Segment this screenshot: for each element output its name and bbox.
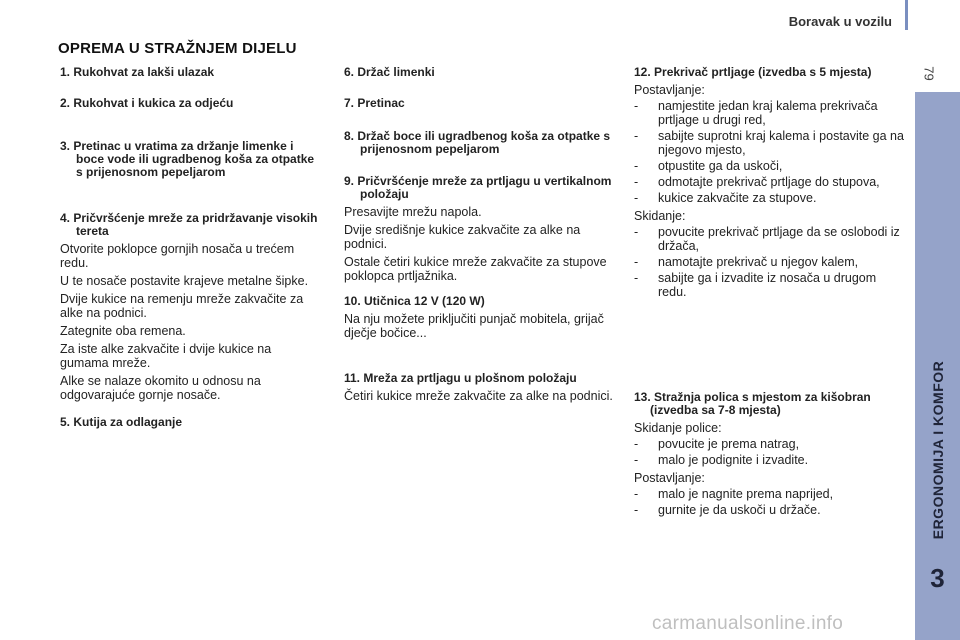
item-1-title: 1. Rukohvat za lakši ulazak	[60, 65, 215, 79]
item-13-install-heading: Postavljanje:	[634, 471, 705, 485]
watermark: carmanualsonline.info	[652, 613, 844, 634]
list-item: - otpustite ga da uskoči,	[634, 159, 783, 173]
item-11	[344, 372, 620, 403]
item-12-install-heading: Postavljanje:	[634, 83, 705, 97]
item-1	[60, 66, 322, 79]
item-4-paragraph: Otvorite poklopce gornjih nosača u trećem redu.	[60, 242, 295, 270]
item-12-title: 12. Prekrivač prtljage (izvedba s 5 mjesta)	[634, 65, 872, 79]
running-header: Boravak u vozilu	[788, 14, 892, 29]
item-12-install-list	[634, 99, 904, 205]
list-item: - sabijte ga i izvadite iz nosača u drugom redu.	[634, 271, 877, 299]
list-item: - gurnite je da uskoči u držače.	[634, 503, 821, 517]
item-11-title: 11. Mreža za prtljagu u plošnom položaju	[344, 371, 577, 385]
item-7	[344, 97, 620, 110]
list-item: - malo je podignite i izvadite.	[634, 453, 809, 467]
item-3-title: 3. Pretinac u vratima za držanje limenke i boce vode ili ugradbenog koša za otpatke s prijenosnom pepeljarom	[60, 139, 315, 179]
item-4-paragraph: Zategnite oba remena.	[60, 324, 186, 338]
item-13	[634, 391, 904, 517]
item-8-title: 8. Držač boce ili ugradbenog koša za otpatke s prijenosnom pepeljarom	[344, 129, 611, 156]
header-rule	[905, 0, 908, 30]
item-9-paragraph: Ostale četiri kukice mreže zakvačite za stupove poklopca prtljažnika.	[344, 255, 607, 283]
list-item: - namjestite jedan kraj kalema prekrivača prtljage u drugi red,	[634, 99, 878, 127]
list-item: - odmotajte prekrivač prtljage do stupova,	[634, 175, 880, 189]
item-4	[60, 212, 322, 402]
item-12	[634, 66, 904, 299]
list-item: - povucite je prema natrag,	[634, 437, 800, 451]
item-13-install-list	[634, 487, 904, 517]
item-12-remove-list	[634, 225, 904, 299]
item-5	[60, 416, 322, 429]
list-item: - malo je nagnite prema naprijed,	[634, 487, 834, 501]
item-13-remove-list	[634, 437, 904, 467]
item-10	[344, 295, 620, 340]
page-number: 79	[921, 66, 937, 81]
section-title: OPREMA U STRAŽNJEM DIJELU	[58, 40, 297, 57]
chapter-label: ERGONOMIJA I KOMFOR	[930, 360, 946, 540]
item-9	[344, 175, 620, 283]
chapter-number-box	[915, 552, 960, 604]
item-7-title: 7. Pretinac	[344, 96, 405, 110]
item-4-paragraph: Dvije kukice na remenju mreže zakvačite za alke na podnici.	[60, 292, 304, 320]
item-13-remove-heading: Skidanje police:	[634, 421, 722, 435]
list-item: - namotajte prekrivač u njegov kalem,	[634, 255, 859, 269]
item-5-title: 5. Kutija za odlaganje	[60, 415, 183, 429]
item-9-paragraph: Dvije središnje kukice zakvačite za alke na podnici.	[344, 223, 581, 251]
list-item: - sabijte suprotni kraj kalema i postavite ga na njegovo mjesto,	[634, 129, 904, 157]
item-6-title: 6. Držač limenki	[344, 65, 435, 79]
item-10-title: 10. Utičnica 12 V (120 W)	[344, 294, 485, 308]
item-2	[60, 97, 322, 110]
item-4-paragraph: U te nosače postavite krajeve metalne šipke.	[60, 274, 309, 288]
chapter-number: 3	[930, 562, 945, 593]
item-8	[344, 130, 620, 156]
item-9-paragraph: Presavijte mrežu napola.	[344, 205, 482, 219]
item-10-paragraph: Na nju možete priključiti punjač mobitela, grijač dječje bočice...	[344, 312, 604, 340]
item-6	[344, 66, 620, 79]
list-item: - povucite prekrivač prtljage da se oslobodi iz držača,	[634, 225, 900, 253]
item-4-paragraph: Za iste alke zakvačite i dvije kukice na gumama mreže.	[60, 342, 272, 370]
item-4-paragraph: Alke se nalaze okomito u odnosu na odgovarajuće gornje nosače.	[60, 374, 261, 402]
item-12-remove-heading: Skidanje:	[634, 209, 686, 223]
item-11-paragraph: Četiri kukice mreže zakvačite za alke na podnici.	[344, 389, 613, 403]
item-13-title: 13. Stražnja polica s mjestom za kišobran (izvedba sa 7-8 mjesta)	[634, 390, 871, 417]
item-9-title: 9. Pričvršćenje mreže za prtljagu u vertikalnom položaju	[344, 174, 612, 201]
item-4-title: 4. Pričvršćenje mreže za pridržavanje visokih tereta	[60, 211, 318, 238]
item-3	[60, 140, 322, 179]
list-item: - kukice zakvačite za stupove.	[634, 191, 817, 205]
item-2-title: 2. Rukohvat i kukica za odjeću	[60, 96, 234, 110]
